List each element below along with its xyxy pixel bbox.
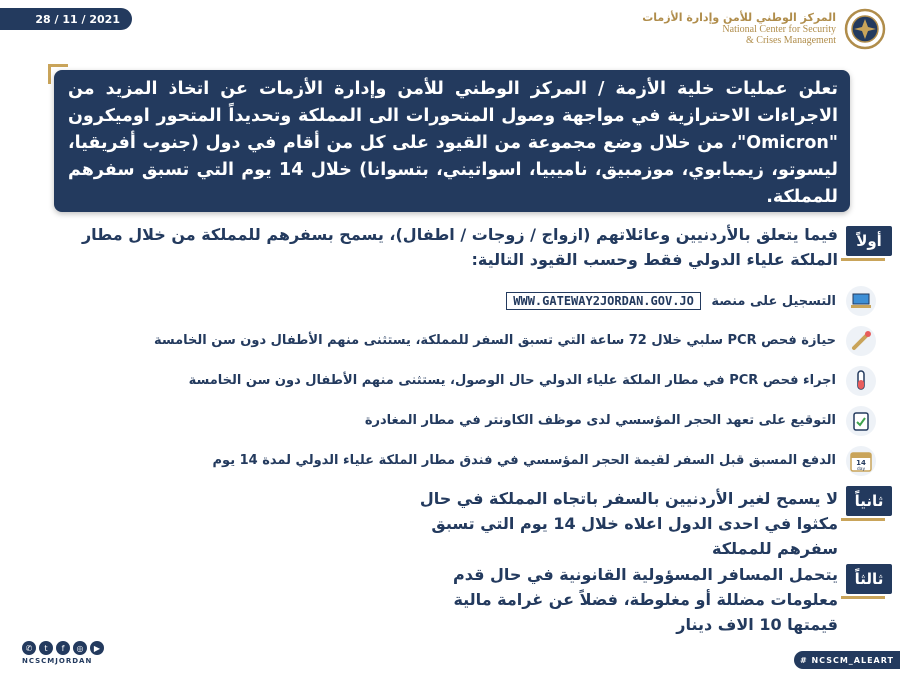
instagram-icon[interactable]: ◎ xyxy=(73,641,87,655)
youtube-icon[interactable]: ▶ xyxy=(90,641,104,655)
twitter-icon[interactable]: t xyxy=(39,641,53,655)
bullet-3-text: اجراء فحص PCR في مطار الملكة علياء الدولي حال الوصول، يستثنى منهم الأطفال دون سن الخامسة xyxy=(188,373,836,388)
calendar-14-day-icon xyxy=(846,446,876,476)
swab-test-icon xyxy=(846,326,876,356)
bullet-1-text: التسجيل على منصة xyxy=(711,293,836,309)
bullet-2-text: حيازة فحص PCR سلبي خلال 72 ساعة التي تسبق السفر للمملكة، يستثنى منهم الأطفال دون سن الخامسة xyxy=(154,333,836,348)
intro-box xyxy=(54,70,850,212)
section-second-label-text: ثانياً xyxy=(854,492,884,510)
section-second-text: لا يسمح لغير الأردنيين بالسفر باتجاه المملكة في حال مكثوا في احدى الدول اعلاه خلال 14 يوم التي تسبق سفرهم للمملكة xyxy=(419,489,838,558)
list-item xyxy=(56,362,876,399)
gateway-url-link[interactable]: WWW.GATEWAY2JORDAN.GOV.JO xyxy=(506,292,701,310)
social-links xyxy=(22,641,104,665)
section-first-text: فيما يتعلق بالأردنيين وعائلاتهم (ازواج / زوجات / اطفال)، يسمح بسفرهم للمملكة من خلال مطار الملكة علياء الدولي فقط وحسب القيود التالية: xyxy=(81,225,838,269)
section-third-label xyxy=(846,564,892,594)
section-first-label xyxy=(846,226,892,256)
section-first-label-text: أولاً xyxy=(856,232,882,250)
intro-text: تعلن عمليات خلية الأزمة / المركز الوطني للأمن وإدارة الأزمات عن اتخاذ المزيد من الاجراءات الاحترازية في مواجهة وصول المتحورات الى المملكة وتحديداً المتحور اوميكرون "Omicron"، من خلال وضع مجموعة من القيود على كل من أقام في دول (جنوب أفريقيا، ليسوتو، زيمبابوي، موزمبيق، ناميبيا، اسواتيني، بتسوانا) خلال 14 يوم التي تسبق سفرهم للمملكة. xyxy=(68,79,838,207)
section-second-label xyxy=(846,486,892,516)
emblem-icon xyxy=(844,8,886,50)
facebook-icon[interactable]: f xyxy=(56,641,70,655)
requirements-list xyxy=(56,282,876,482)
test-tube-icon xyxy=(846,366,876,396)
section-third-label-text: ثالثاً xyxy=(854,570,884,588)
hashtag-text: # NCSCM_ALEART xyxy=(800,655,894,665)
svg-text:day: day xyxy=(856,466,866,472)
clipboard-check-icon xyxy=(846,406,876,436)
logo-english-line2: & Crises Management xyxy=(746,35,836,47)
bullet-4-text: التوقيع على تعهد الحجر المؤسسي لدى موظف الكاونتر في مطار المغادرة xyxy=(364,413,836,428)
list-item xyxy=(56,322,876,359)
list-item xyxy=(56,402,876,439)
svg-text:14: 14 xyxy=(856,458,866,467)
section-third-text: يتحمل المسافر المسؤولية القانونية في حال قدم معلومات مضللة أو مغلوطة، فضلاً عن غرامة مالية قيمتها 10 الاف دينار xyxy=(453,565,838,634)
whatsapp-icon[interactable]: ✆ xyxy=(22,641,36,655)
laptop-icon xyxy=(846,286,876,316)
hashtag-badge xyxy=(794,651,900,669)
logo-english-line1: National Center for Security xyxy=(722,24,836,36)
bullet-5-text: الدفع المسبق قبل السفر لقيمة الحجر المؤسسي في فندق مطار الملكة علياء الدولي لمدة 14 يوم xyxy=(212,453,836,468)
date-badge xyxy=(0,8,132,30)
list-item xyxy=(56,282,876,319)
list-item xyxy=(56,442,876,479)
date-text: 28 / 11 / 2021 xyxy=(35,12,120,26)
ncscm-logo xyxy=(642,8,886,50)
social-handle: NCSCMJORDAN xyxy=(22,657,93,665)
logo-arabic-name: المركز الوطني للأمن وإدارة الأزمات xyxy=(642,10,836,24)
